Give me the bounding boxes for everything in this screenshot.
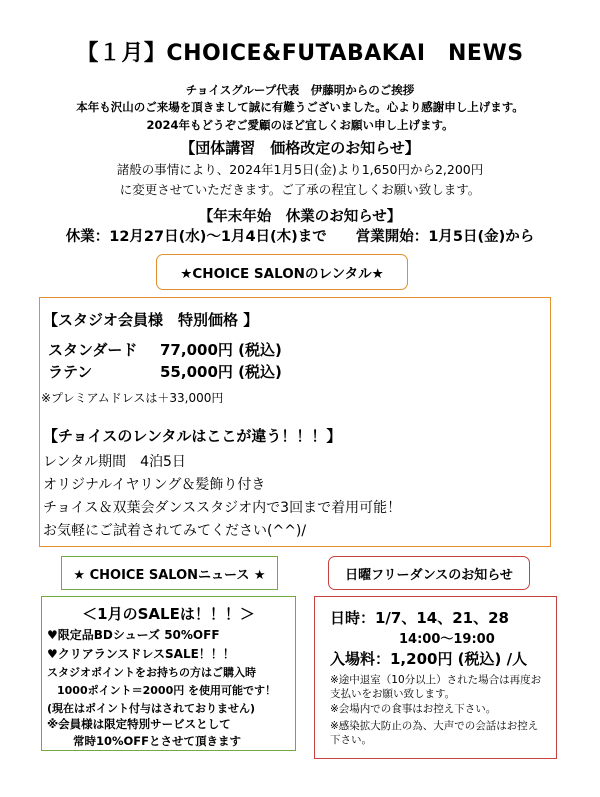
premium-note: ※プレミアムドレスは＋33,000円 (41, 391, 224, 405)
free-dance-date: 日時：1/7、14、21、28 (330, 609, 509, 627)
free-dance-time: 14:00～19:00 (399, 632, 495, 647)
free-dance-note: ※会場内での食事はお控え下さい。 (330, 703, 497, 715)
sale-item: ※会員様は限定特別サービスとして (47, 717, 231, 731)
free-dance-label: 日曜フリーダンスのお知らせ (328, 556, 530, 590)
salon-news-label: ★ CHOICE SALONニュース ★ (61, 556, 278, 590)
rental-feature: オリジナルイヤリング＆髪飾り付き (43, 477, 266, 493)
sale-item: 1000ポイント＝2000円 を使用可能です！ (57, 684, 277, 697)
rental-difference-heading: 【チョイスのレンタルはここが違う！！！】 (43, 427, 342, 445)
fee-notice-heading: 【団体講習 価格改定のお知らせ】 (180, 139, 420, 157)
rental-feature: チョイス＆双葉会ダンススタジオ内で3回まで着用可能！ (43, 500, 402, 516)
greeting-heading: チョイスグループ代表 伊藤明からのご挨拶 (185, 83, 415, 97)
rental-feature: レンタル期間 4泊5日 (43, 454, 186, 470)
studio-price-heading: 【スタジオ会員様 特別価格 】 (43, 311, 259, 329)
holiday-heading: 【年末年始 休業のお知らせ】 (198, 209, 402, 225)
sale-item: (現在はポイント付与はされておりません) (47, 702, 256, 715)
greeting-line: 本年も沢山のご来場を頂きまして誠に有難うございました。心より感謝申し上げます。 (76, 100, 524, 114)
sale-item: 常時10%OFFとさせて頂きます (73, 734, 242, 748)
free-dance-fee: 入場料：1,200円 (税込) /人 (330, 650, 528, 668)
rental-section-label: ★CHOICE SALONのレンタル★ (156, 254, 408, 290)
latin-label: ラテン (48, 363, 93, 381)
page-title: 【１月】CHOICE&FUTABAKAI NEWS (76, 41, 524, 66)
sale-heading: ＜1月のSALEは！！！＞ (82, 605, 255, 623)
standard-label: スタンダード (48, 341, 138, 359)
sale-item: ♥限定品BDシューズ 50%OFF (47, 628, 220, 642)
rental-feature: お気軽にご試着されてみてください(^^)/ (43, 523, 307, 539)
standard-price: 77,000円 (税込) (160, 341, 282, 359)
greeting-line: 2024年もどうぞご愛顧のほど宜しくお願い申し上げます。 (146, 118, 454, 132)
free-dance-note: ※感染拡大防止の為、大声での会話はお控え下さい。 (330, 720, 539, 746)
sale-item: スタジオポイントをお持ちの方はご購入時 (47, 666, 256, 679)
fee-notice-line: に変更させていただきます。ご了承の程宜しくお願い致します。 (119, 182, 481, 197)
fee-notice-line: 諸般の事情により、2024年1月5日(金)より1,650円から2,200円 (116, 162, 484, 177)
sale-item: ♥クリアランスドレスSALE！！！ (47, 647, 235, 661)
latin-price: 55,000円 (税込) (160, 363, 282, 381)
holiday-line: 休業：12月27日(水)～1月4日(木)まで 営業開始：1月5日(金)から (65, 229, 535, 245)
free-dance-note: ※途中退室（10分以上）された場合は再度お支払いをお願い致します。 (330, 674, 542, 700)
